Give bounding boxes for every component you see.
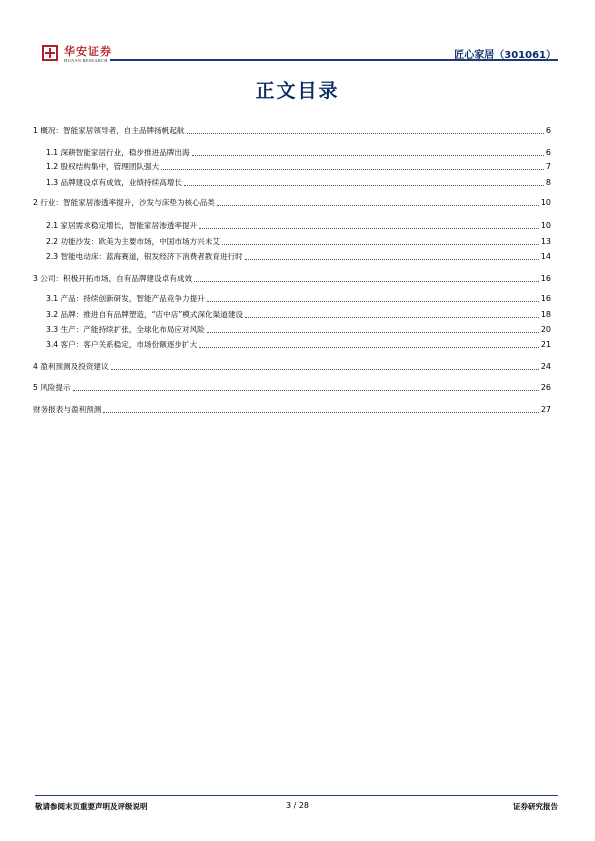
toc-entry-title: 3.4 客户：客户关系稳定，市场份额逐步扩大 (46, 340, 198, 349)
toc-entry-title: 1.1 深耕智能家居行业，稳步推进品牌出海 (46, 148, 190, 157)
footer-disclaimer: 敬请参阅末页重要声明及评级说明 (35, 802, 148, 811)
toc-dot-leader (222, 243, 539, 245)
page-title: 正文目录 (255, 80, 340, 102)
toc-dot-leader (194, 280, 539, 282)
toc-entry[interactable] (46, 322, 551, 335)
toc-entry[interactable] (46, 234, 551, 247)
toc-entry-page: 6 (545, 148, 551, 157)
toc-entry[interactable] (46, 307, 551, 320)
toc-dot-leader (207, 300, 539, 302)
report-type: 证券研究报告 (513, 802, 558, 811)
footer-divider (35, 795, 558, 796)
toc-entry-page: 26 (540, 383, 551, 392)
toc-entry-page: 6 (545, 126, 551, 135)
toc-entry-title: 3 公司：积极开拓市场，自有品牌建设卓有成效 (33, 274, 193, 283)
toc-dot-leader (111, 368, 539, 370)
toc-dot-leader (103, 411, 538, 413)
page-number: 3 / 28 (285, 801, 310, 810)
toc-dot-leader (207, 331, 539, 333)
logo-text-cn: 华安证券 (64, 45, 112, 58)
toc-entry-page: 14 (540, 252, 551, 261)
company-name: 匠心家居（301061） (454, 50, 556, 61)
toc-entry-page: 7 (545, 162, 551, 171)
toc-entry[interactable] (33, 123, 551, 136)
toc-entry[interactable] (46, 145, 551, 158)
toc-dot-leader (73, 389, 539, 391)
toc-entry[interactable] (33, 195, 551, 208)
toc-dot-leader (245, 258, 539, 260)
toc-entry-title: 1 概况：智能家居领导者，自主品牌扬帆起航 (33, 126, 185, 135)
toc-entry[interactable] (46, 159, 551, 172)
toc-entry-page: 8 (545, 178, 551, 187)
toc-entry[interactable] (33, 402, 551, 415)
logo-text-en: HUAAN RESEARCH (64, 58, 108, 63)
toc-dot-leader (245, 316, 539, 318)
toc-entry[interactable] (33, 271, 551, 284)
toc-entry-title: 3.2 品牌：推进自有品牌塑造，“店中店”模式深化渠道建设 (46, 310, 244, 319)
toc-dot-leader (192, 154, 544, 156)
toc-entry-title: 2.1 家居需求稳定增长，智能家居渗透率提升 (46, 221, 198, 230)
toc-entry[interactable] (33, 359, 551, 372)
toc-entry[interactable] (46, 218, 551, 231)
toc-entry-page: 18 (540, 310, 551, 319)
toc-entry-title: 2.2 功能沙发：欧美为主要市场，中国市场方兴未艾 (46, 237, 220, 246)
toc-entry-page: 10 (540, 221, 551, 230)
toc-entry[interactable] (46, 175, 551, 188)
huaan-logo-icon (42, 45, 58, 61)
toc-entry-page: 27 (540, 405, 551, 414)
toc-entry-page: 24 (540, 362, 551, 371)
toc-entry-title: 3.3 生产：产能持续扩张，全球化布局应对风险 (46, 325, 205, 334)
toc-entry-page: 21 (540, 340, 551, 349)
toc-entry-title: 1.2 股权结构集中，管理团队强大 (46, 162, 160, 171)
toc-entry[interactable] (46, 249, 551, 262)
toc-entry[interactable] (33, 380, 551, 393)
toc-dot-leader (217, 204, 539, 206)
toc-dot-leader (161, 168, 544, 170)
toc-entry-title: 财务报表与盈利预测 (33, 405, 102, 414)
toc-entry-title: 4 盈利预测及投资建议 (33, 362, 109, 371)
toc-entry-title: 5 风险提示 (33, 383, 71, 392)
toc-entry-page: 13 (540, 237, 551, 246)
toc-entry-title: 3.1 产品：持续创新研发，智能产品竞争力提升 (46, 294, 205, 303)
toc-dot-leader (187, 132, 544, 134)
toc-entry[interactable] (46, 291, 551, 304)
toc-dot-leader (199, 346, 539, 348)
toc-dot-leader (184, 184, 544, 186)
toc-entry-page: 16 (540, 274, 551, 283)
toc-entry-page: 10 (540, 198, 551, 207)
toc-entry-page: 16 (540, 294, 551, 303)
toc-entry-title: 1.3 品牌建设卓有成效，业绩持续高增长 (46, 178, 182, 187)
toc-entry[interactable] (46, 337, 551, 350)
toc-entry-title: 2 行业：智能家居渗透率提升，沙发与床垫为核心品类 (33, 198, 215, 207)
page-header (38, 40, 558, 76)
toc-entry-page: 20 (540, 325, 551, 334)
toc-dot-leader (199, 227, 539, 229)
toc-entry-title: 2.3 智能电动床：蓝海赛道，银发经济下消费者教育进行时 (46, 252, 243, 261)
